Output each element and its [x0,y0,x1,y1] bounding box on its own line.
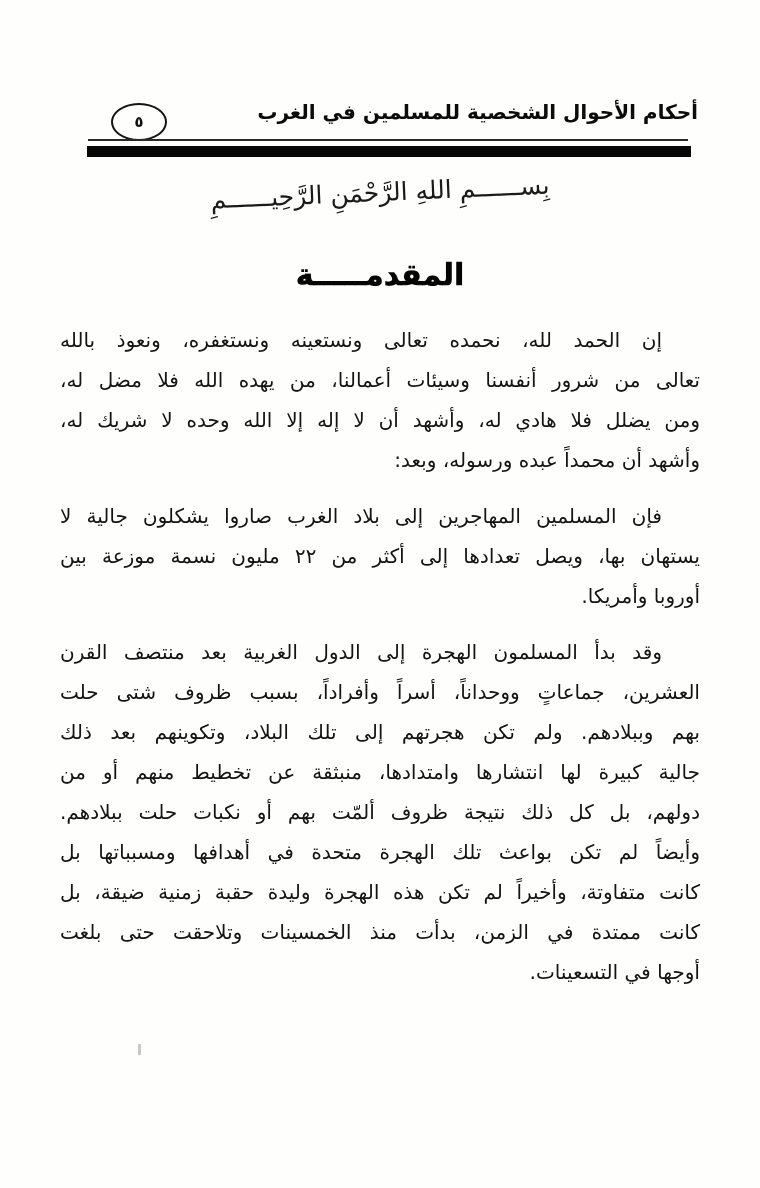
text-line: تعالى من شرور أنفسنا وسيئات أعمالنا، من يهده الله فلا مضل له، [60,368,700,392]
text-line: وأشهد أن محمداً عبده ورسوله، وبعد: [394,448,700,472]
paragraph-3 [60,632,700,992]
chapter-heading: المقدمـــــة [295,258,465,293]
text-line: دولهم، بل كل ذلك نتيجة ظروف ألمّت بهم أو نكبات حلت ببلادهم. [60,800,700,824]
paragraph-1 [60,320,700,480]
paragraph-2 [60,496,700,616]
text-line: وأيضاً لم تكن بواعث تلك الهجرة متحدة في أهدافها ومسبباتها بل [60,840,700,864]
text-line: إن الحمد لله، نحمده تعالى ونستعينه ونستغفره، ونعوذ بالله [60,328,662,352]
text-line: أوجها في التسعينات. [529,960,700,984]
header-rule-thick [87,146,691,157]
text-line: العشرين، جماعاتٍ ووحداناً، أسراً وأفراداً، بسبب ظروف شتى حلت [60,680,700,704]
text-line: يستهان بها، ويصل تعدادها إلى أكثر من ٢٢ مليون نسمة موزعة بين [60,544,700,568]
text-line: كانت ممتدة في الزمن، بدأت منذ الخمسينات وتلاحقت حتى بلغت [60,920,700,944]
running-head-title: أحكام الأحوال الشخصية للمسلمين في الغرب [257,100,698,124]
text-line: وقد بدأ المسلمون الهجرة إلى الدول الغربية بعد منتصف القرن [60,640,662,664]
body-text [60,320,700,1008]
text-line: بهم وببلادهم. ولم تكن هجرتهم إلى تلك البلاد، وتكوينهم بعد ذلك [60,720,700,744]
text-line: جالية كبيرة لها انتشارها وامتدادها، منبثقة عن تخطيط منهم أو من [60,760,700,784]
text-line: فإن المسلمين المهاجرين إلى بلاد الغرب صاروا يشكلون جالية لا [60,504,662,528]
page-number-badge [111,103,167,141]
text-line: أوروبا وأمريكا. [581,584,700,608]
header-rule-thin [88,139,688,141]
page-number: ٥ [134,113,144,131]
basmala-calligraphy: بِســــــمِ اللهِ الرَّحْمَنِ الرَّحِيــــــمِ [209,170,551,215]
scan-artifact [138,1044,141,1055]
text-line: ومن يضلل فلا هادي له، وأشهد أن لا إله إلا الله وحده لا شريك له، [60,408,700,432]
text-line: كانت متفاوتة، وأخيراً لم تكن هذه الهجرة وليدة حقبة زمنية ضيقة، بل [60,880,700,904]
